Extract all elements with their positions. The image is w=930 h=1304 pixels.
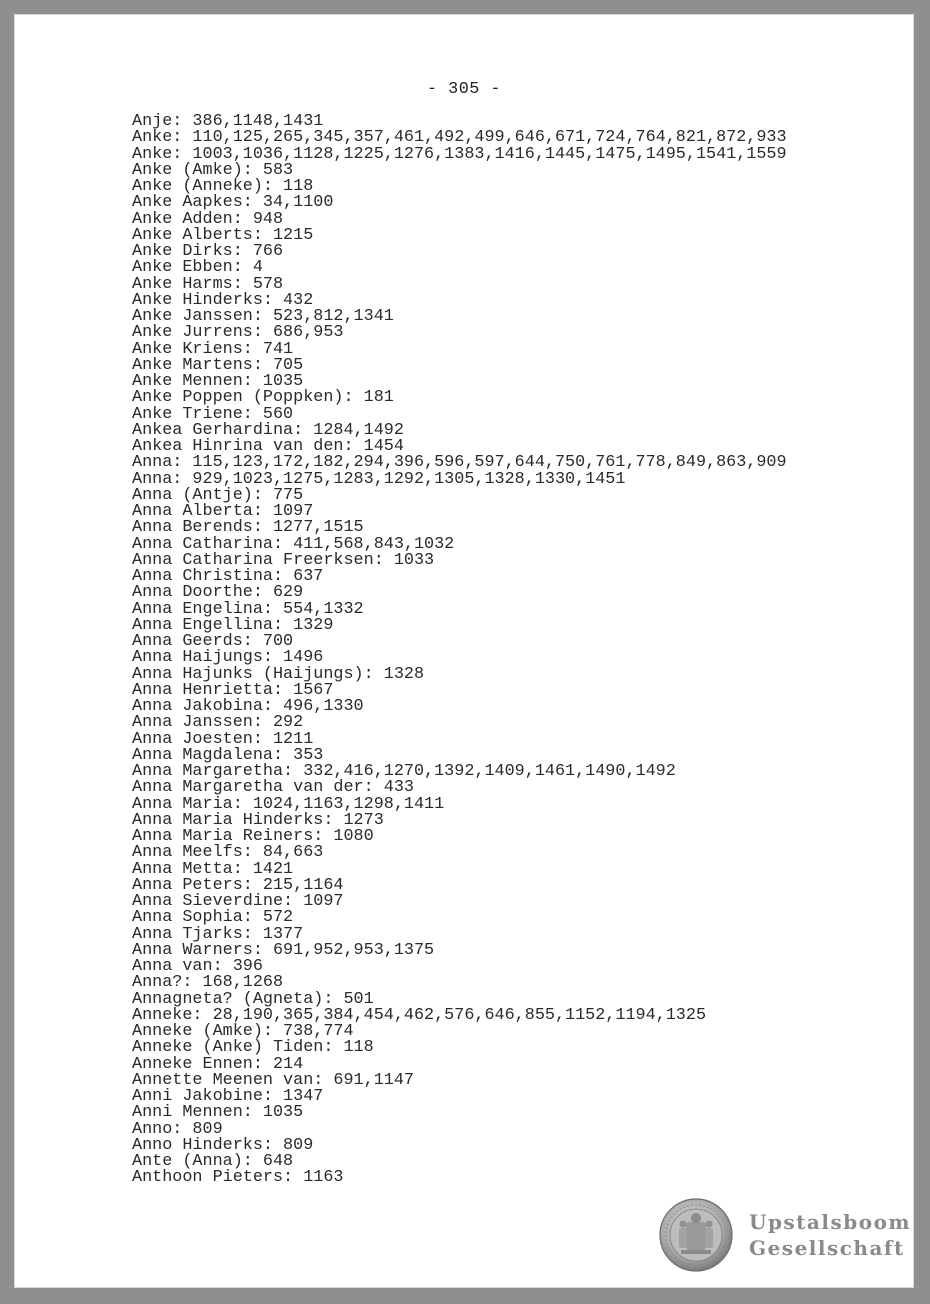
index-entry: Anno Hinderks: 809 <box>132 1135 314 1155</box>
index-entry: Ankea Hinrina van den: 1454 <box>132 437 404 456</box>
index-entry: Anje: 386,1148,1431 <box>132 112 324 131</box>
index-entry: Anna Christina: 637 <box>132 567 324 586</box>
index-entry: Anke Janssen: 523,812,1341 <box>132 307 394 326</box>
society-logo <box>659 1198 911 1272</box>
index-entry: Anna Alberta: 1097 <box>132 502 314 521</box>
index-entry: Anna van: 396 <box>132 957 263 976</box>
page-number: - 305 - <box>427 80 501 99</box>
society-name-line2: Gesellschaft <box>749 1236 905 1260</box>
index-entry: Anna Tjarks: 1377 <box>132 924 304 944</box>
index-entry: Anke: 110,125,265,345,357,461,492,499,646,671,724,764,821,872,933 <box>132 128 787 148</box>
index-entry: Anna Margaretha van der: 433 <box>132 778 414 798</box>
index-entry: Anke Dirks: 766 <box>132 242 284 261</box>
index-entry: Anna Margaretha: 332,416,1270,1392,1409,1461,1490,1492 <box>132 762 676 781</box>
index-entry: Anthoon Pieters: 1163 <box>132 1168 344 1188</box>
society-name <box>749 1209 911 1261</box>
index-entry: Anna Magdalena: 353 <box>132 745 324 765</box>
index-entry: Anna Henrietta: 1567 <box>132 680 334 700</box>
index-entry: Anna Haijungs: 1496 <box>132 648 324 668</box>
index-entry: Anneke (Amke): 738,774 <box>132 1022 354 1041</box>
index-entry: Anke (Anneke): 118 <box>132 177 314 196</box>
index-entry: Anke Hinderks: 432 <box>132 290 314 310</box>
index-entry: Anna Sophia: 572 <box>132 908 294 928</box>
index-entry: Anna Janssen: 292 <box>132 713 304 733</box>
index-entry: Anke Jurrens: 686,953 <box>132 323 344 343</box>
index-entry: Anneke Ennen: 214 <box>132 1054 304 1074</box>
index-entry: Anke (Amke): 583 <box>132 160 294 180</box>
index-entries <box>132 114 787 1187</box>
index-entry: Anna: 115,123,172,182,294,396,596,597,644,750,761,778,849,863,909 <box>132 453 787 473</box>
index-entry: Anna: 929,1023,1275,1283,1292,1305,1328,1330,1451 <box>132 469 626 489</box>
index-entry: Anni Mennen: 1035 <box>132 1103 304 1123</box>
index-entry: Anna Sieverdine: 1097 <box>132 892 344 911</box>
index-entry: Annette Meenen van: 691,1147 <box>132 1070 414 1090</box>
index-entry: Ankea Gerhardina: 1284,1492 <box>132 420 404 440</box>
index-entry: Anke Mennen: 1035 <box>132 372 304 391</box>
index-entry: Anna Metta: 1421 <box>132 859 294 879</box>
index-entry: Anke Martens: 705 <box>132 355 304 375</box>
index-entry: Anna Catharina: 411,568,843,1032 <box>132 534 455 554</box>
society-name-line1: Upstalsboom <box>749 1210 912 1234</box>
index-entry: Anke Aapkes: 34,1100 <box>132 193 334 213</box>
index-entry: Anna Catharina Freerksen: 1033 <box>132 550 435 570</box>
index-entry: Anke Poppen (Poppken): 181 <box>132 388 394 408</box>
seal-icon <box>659 1198 733 1272</box>
index-entry: Anna Maria Reiners: 1080 <box>132 827 374 846</box>
index-entry: Anke Triene: 560 <box>132 404 294 424</box>
index-entry: Anna Meelfs: 84,663 <box>132 843 324 863</box>
index-entry: Annagneta? (Agneta): 501 <box>132 989 374 1009</box>
index-entry: Anke: 1003,1036,1128,1225,1276,1383,1416,1445,1475,1495,1541,1559 <box>132 144 787 164</box>
index-entry: Anke Adden: 948 <box>132 209 284 229</box>
index-entry: Anna Peters: 215,1164 <box>132 875 344 895</box>
index-entry: Anna Joesten: 1211 <box>132 729 314 749</box>
index-entry: Anna Maria: 1024,1163,1298,1411 <box>132 794 445 814</box>
index-entry: Anke Ebben: 4 <box>132 258 263 278</box>
index-entry: Anna Maria Hinderks: 1273 <box>132 810 384 830</box>
index-entry: Anna Engelina: 554,1332 <box>132 599 364 619</box>
index-entry: Anneke: 28,190,365,384,454,462,576,646,855,1152,1194,1325 <box>132 1005 707 1025</box>
index-entry: Anna (Antje): 775 <box>132 485 304 505</box>
index-entry: Anno: 809 <box>132 1119 223 1139</box>
index-entry: Ante (Anna): 648 <box>132 1152 294 1171</box>
index-entry: Anna Hajunks (Haijungs): 1328 <box>132 664 425 684</box>
index-entry: Anneke (Anke) Tiden: 118 <box>132 1038 374 1058</box>
index-entry: Anna Warners: 691,952,953,1375 <box>132 940 435 960</box>
index-entry: Anke Alberts: 1215 <box>132 225 314 245</box>
index-entry: Anna Geerds: 700 <box>132 632 294 651</box>
index-entry: Anna Berends: 1277,1515 <box>132 518 364 538</box>
index-entry: Anni Jakobine: 1347 <box>132 1087 324 1106</box>
index-entry: Anna?: 168,1268 <box>132 973 284 993</box>
index-entry: Anna Engellina: 1329 <box>132 615 334 635</box>
index-entry: Anna Doorthe: 629 <box>132 583 304 603</box>
index-entry: Anna Jakobina: 496,1330 <box>132 697 364 716</box>
index-entry: Anke Harms: 578 <box>132 274 284 294</box>
index-entry: Anke Kriens: 741 <box>132 339 294 359</box>
document-page <box>14 14 914 1288</box>
